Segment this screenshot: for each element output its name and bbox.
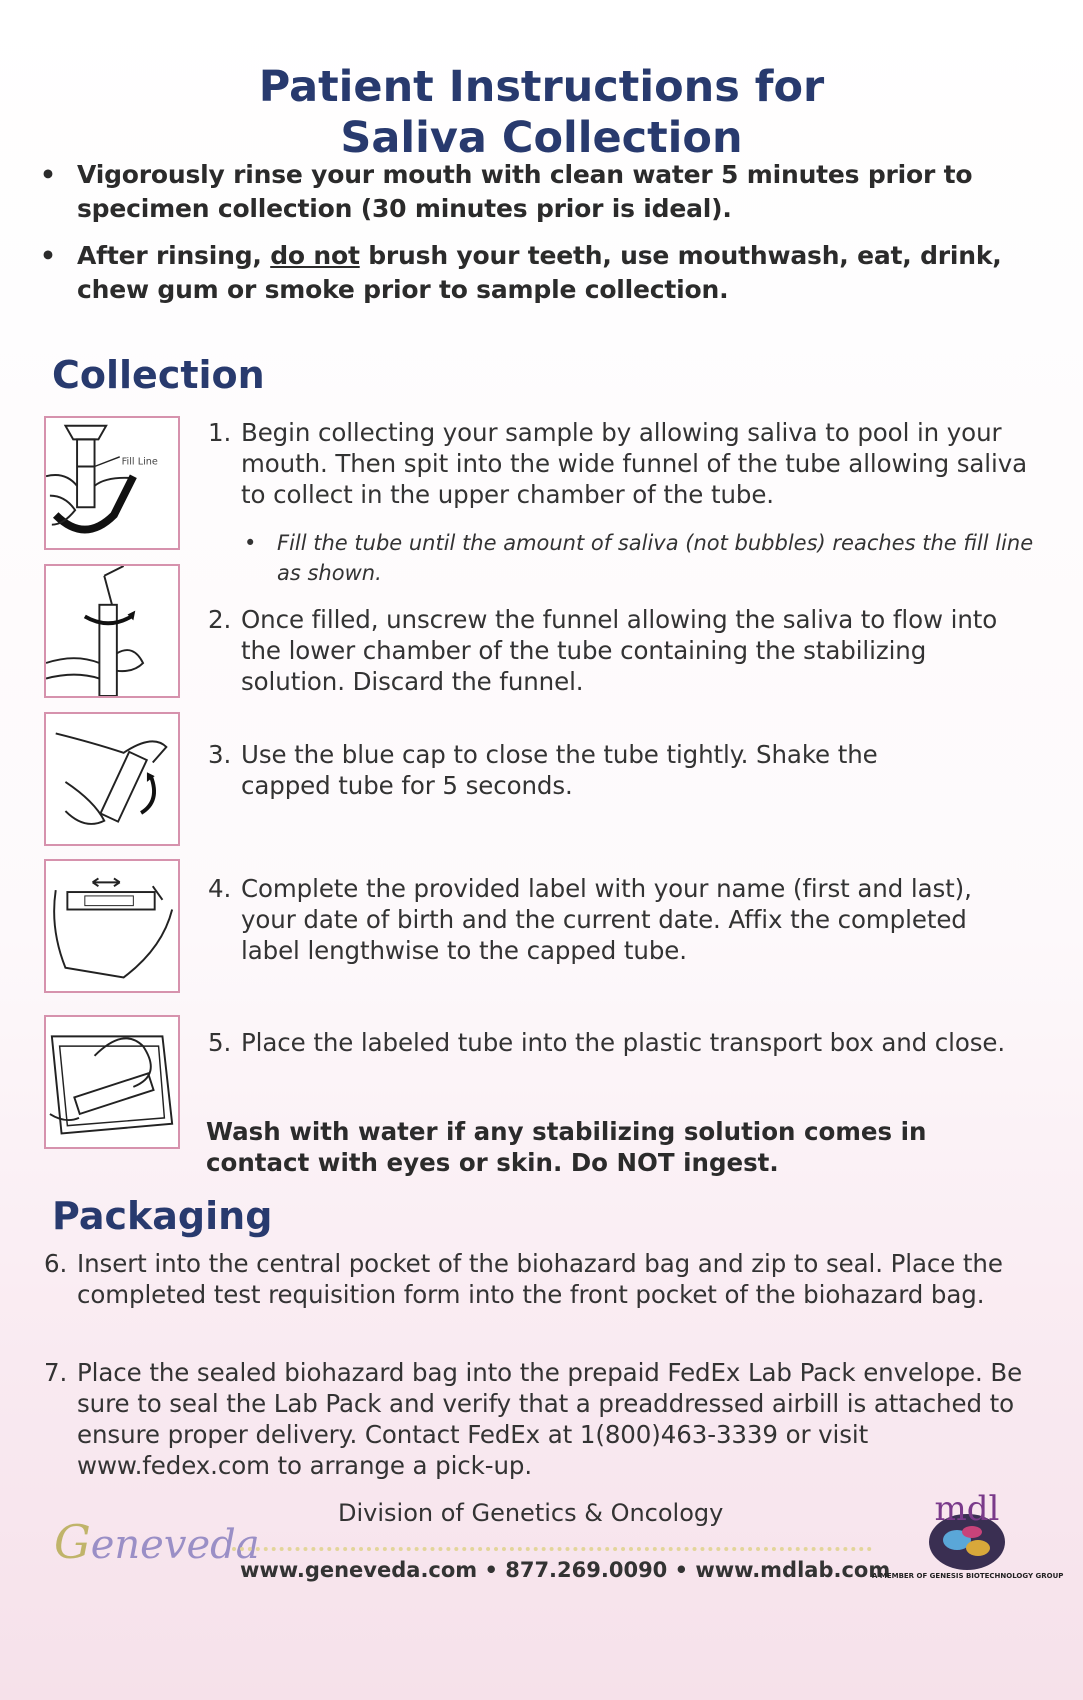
- footer-contact: www.geneveda.com • 877.269.0090 • www.mdlab.com: [240, 1558, 891, 1582]
- shake-tube-icon: [46, 714, 178, 844]
- step-4-illustration: [44, 859, 180, 993]
- step-text: Use the blue cap to close the tube tightly. Shake the capped tube for 5 seconds.: [241, 740, 878, 800]
- step-number: 3.: [208, 740, 232, 769]
- collection-step-4: [208, 873, 1008, 966]
- step-number: 4.: [208, 874, 232, 903]
- bullet-glyph: •: [40, 241, 56, 270]
- logo-initial: G: [54, 1515, 91, 1569]
- transport-box-icon: [46, 1017, 178, 1147]
- step-text: Place the labeled tube into the plastic transport box and close.: [241, 1028, 1006, 1057]
- step-number: 5.: [208, 1028, 232, 1057]
- collection-step-5: [208, 1027, 1038, 1058]
- packaging-step-7: [44, 1357, 1024, 1481]
- collection-step-1: [208, 417, 1053, 510]
- intro-text-after: brush your teeth, use mouthwash, eat, drink, chew gum or smoke prior to sample collection.: [77, 241, 1002, 304]
- step-text: Complete the provided label with your name (first and last), your date of birth and the current date. Affix the completed label lengthwise to the capped tube.: [241, 874, 972, 965]
- step-2-illustration: [44, 564, 180, 698]
- step-number: 2.: [208, 605, 232, 634]
- note-text: Fill the tube until the amount of saliva (not bubbles) reaches the fill line as shown.: [277, 531, 1034, 585]
- step-text: Begin collecting your sample by allowing saliva to pool in your mouth. Then spit into the wide funnel of the tube allowing saliva to collect in the upper chamber of the tube.: [241, 418, 1028, 509]
- step-text: Once filled, unscrew the funnel allowing the saliva to flow into the lower chamber of the tube containing the stabilizing solution. Discard the funnel.: [241, 605, 998, 696]
- division-name: Division of Genetics & Oncology: [338, 1499, 724, 1527]
- intro-item: [40, 158, 1050, 226]
- unscrew-icon: [46, 566, 178, 696]
- mdl-tagline: A MEMBER OF GENESIS BIOTECHNOLOGY GROUP: [872, 1572, 1064, 1580]
- packaging-step-6: [44, 1248, 1024, 1310]
- bullet-glyph: •: [244, 531, 257, 555]
- page-title: [0, 62, 1083, 164]
- title-line-1: Patient Instructions for: [258, 62, 825, 112]
- collection-step-3: [208, 739, 968, 801]
- step-text: Insert into the central pocket of the biohazard bag and zip to seal. Place the completed test requisition form into the front pocket of the biohazard bag.: [77, 1249, 1003, 1309]
- fill-line-note: [244, 528, 1034, 588]
- title-line-2: Saliva Collection: [340, 113, 743, 163]
- step-number: 1.: [208, 418, 232, 447]
- intro-item: [40, 239, 1050, 307]
- fill-line-label: Fill Line: [121, 456, 158, 468]
- step-1-illustration: [44, 416, 180, 550]
- label-tube-icon: [46, 861, 178, 991]
- step-text: Place the sealed biohazard bag into the prepaid FedEx Lab Pack envelope. Be sure to seal the Lab Pack and verify that a preaddressed airbill is attached to ensure proper delivery. Contact FedEx at 1(800)463-3339 or visit www.fedex.com to arrange a pick-up.: [77, 1358, 1023, 1480]
- geneveda-logo: [54, 1515, 260, 1569]
- logo-rest: eneveda: [90, 1522, 260, 1568]
- intro-list: [40, 158, 1050, 307]
- step-5-illustration: [44, 1015, 180, 1149]
- collection-heading: Collection: [52, 353, 265, 397]
- intro-text-before: After rinsing,: [77, 241, 271, 270]
- step-number: 7.: [44, 1358, 68, 1387]
- intro-emphasis: do not: [270, 241, 360, 270]
- step-number: 6.: [44, 1249, 68, 1278]
- funnel-tube-icon: [46, 418, 178, 548]
- footer-divider: [232, 1547, 872, 1551]
- bullet-glyph: •: [40, 160, 56, 189]
- mdl-globe-icon: [872, 1490, 1062, 1572]
- safety-warning: Wash with water if any stabilizing solution comes in contact with eyes or skin. Do NOT ingest.: [206, 1117, 927, 1177]
- intro-text: Vigorously rinse your mouth with clean water 5 minutes prior to specimen collection (30 minutes prior is ideal).: [77, 160, 973, 223]
- collection-step-2: [208, 604, 1008, 697]
- packaging-heading: Packaging: [52, 1194, 273, 1238]
- mdl-wordmark: mdl: [934, 1490, 1000, 1529]
- step-3-illustration: [44, 712, 180, 846]
- mdl-logo: [872, 1490, 1062, 1590]
